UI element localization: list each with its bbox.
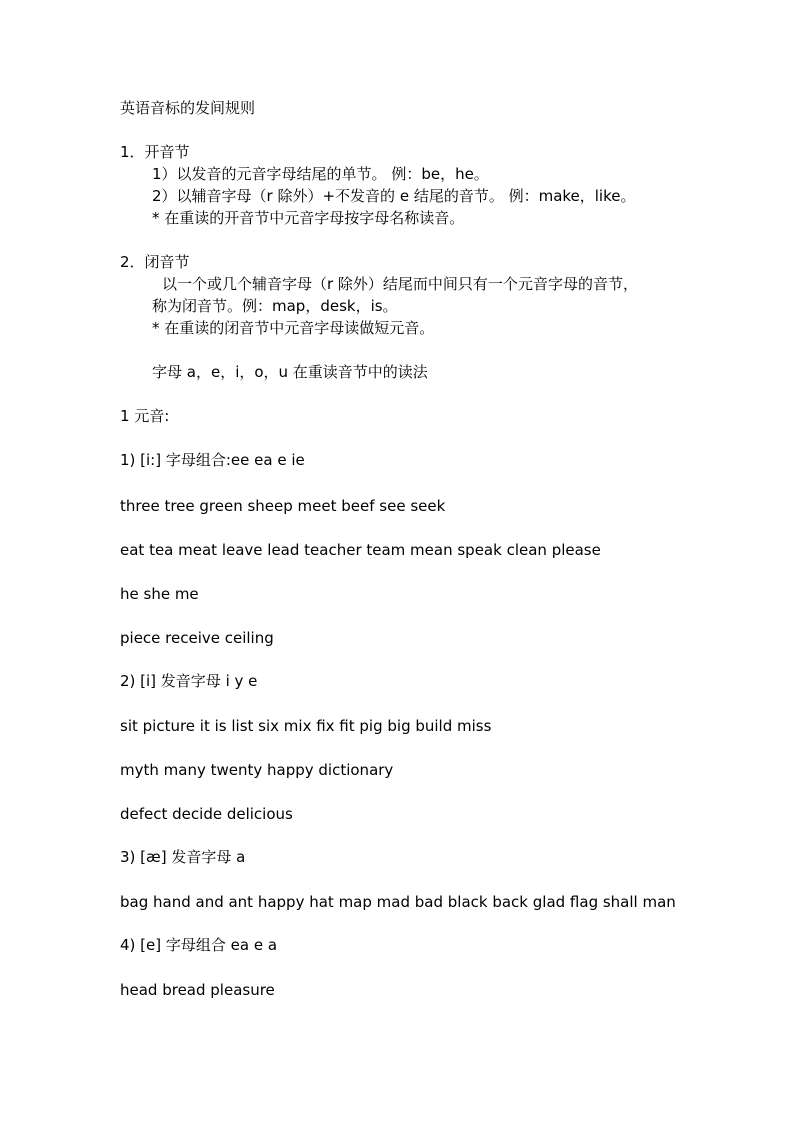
open-syllable-rule-1: 1）以发音的元音字母结尾的单节。 例：be，he。	[152, 165, 489, 183]
example-line: bag hand and ant happy hat map mad bad black back glad flag shall man	[120, 893, 676, 911]
example-line: eat tea meat leave lead teacher team mean speak clean please	[120, 541, 601, 559]
closed-syllable-rule-line-1: 以一个或几个辅音字母（r 除外）结尾而中间只有一个元音字母的音节，	[162, 275, 638, 293]
example-line: defect decide delicious	[120, 805, 293, 823]
sound-heading: 2) [i] 发音字母 i y e	[120, 672, 258, 690]
example-line: sit picture it is list six mix fix fit pig big build miss	[120, 717, 492, 735]
vowels-heading: 1 元音:	[120, 407, 170, 425]
example-line: myth many twenty happy dictionary	[120, 761, 394, 779]
closed-syllable-note: * 在重读的闭音节中元音字母读做短元音。	[152, 319, 435, 337]
example-line: piece receive ceiling	[120, 629, 274, 647]
open-syllable-heading: 1．开音节	[120, 143, 190, 161]
example-line: head bread pleasure	[120, 981, 275, 999]
example-line: he she me	[120, 585, 199, 603]
open-syllable-rule-2: 2）以辅音字母（r 除外）+不发音的 e 结尾的音节。 例：make，like。	[152, 187, 636, 205]
sound-heading: 4) [e] 字母组合 ea e a	[120, 936, 278, 954]
closed-syllable-rule-line-2: 称为闭音节。例：map，desk，is。	[152, 297, 398, 315]
example-line: three tree green sheep meet beef see seek	[120, 497, 446, 515]
open-syllable-note: * 在重读的开音节中元音字母按字母名称读音。	[152, 209, 465, 227]
letters-heading: 字母 a，e，i，o，u 在重读音节中的读法	[152, 363, 428, 381]
sound-heading: 1) [i:] 字母组合:ee ea e ie	[120, 451, 305, 469]
document-title: 英语音标的发间规则	[120, 99, 256, 117]
sound-heading: 3) [æ] 发音字母 a	[120, 848, 246, 866]
closed-syllable-heading: 2．闭音节	[120, 253, 190, 271]
